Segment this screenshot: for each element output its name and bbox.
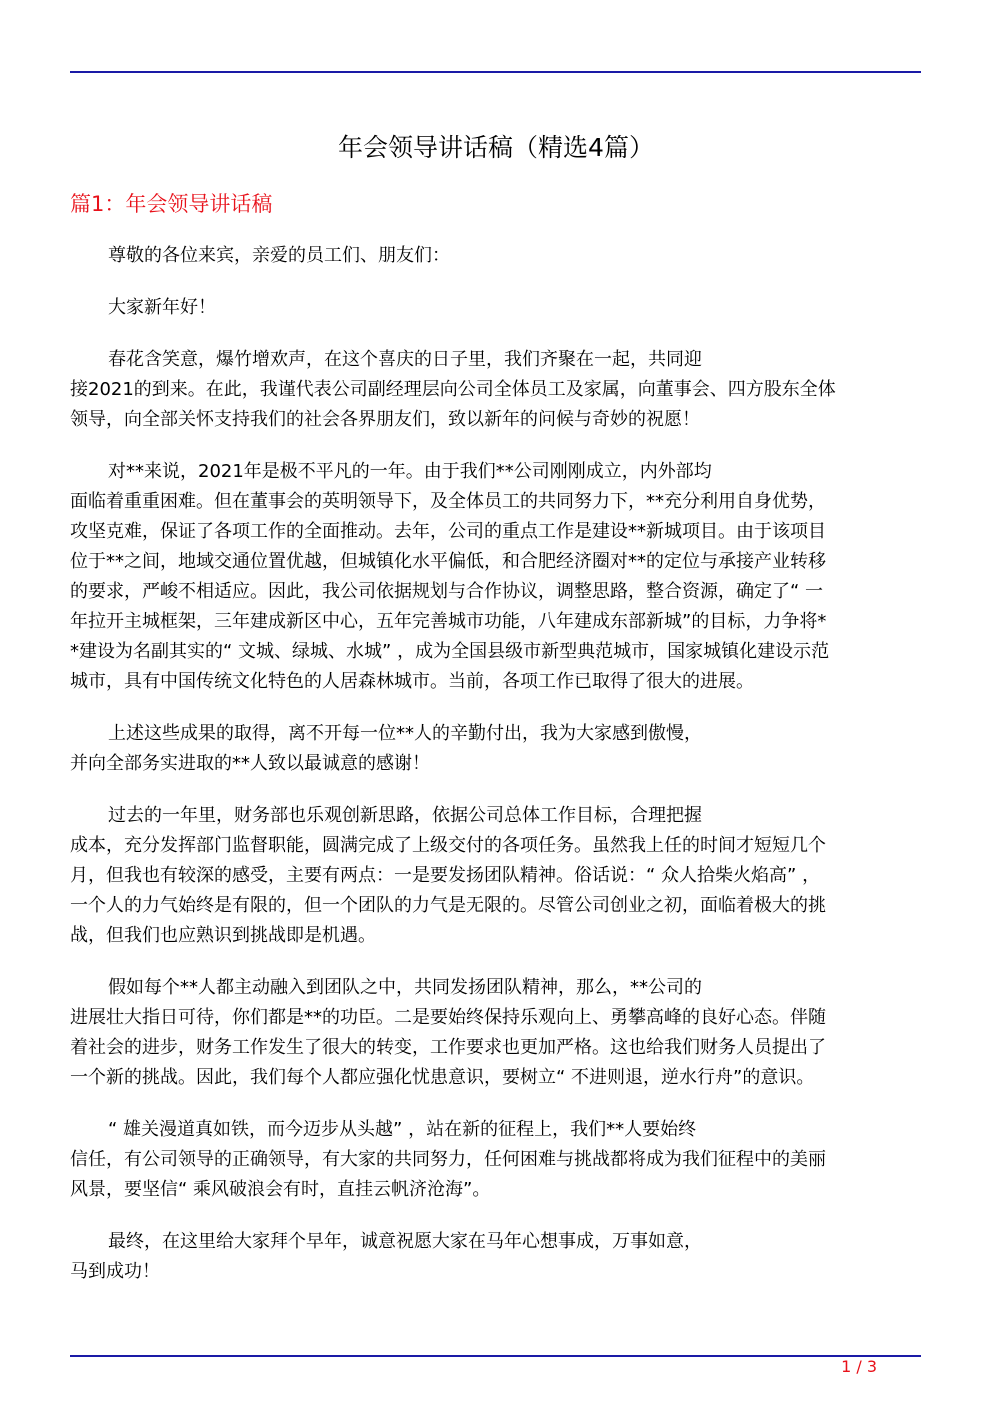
- paragraph-line: 的要求，严峻不相适应。因此，我公司依据规划与合作协议，调整思路，整合资源，确定了“ 一: [70, 581, 824, 602]
- paragraph-line: 攻坚克难，保证了各项工作的全面推动。去年，公司的重点工作是建设**新城项目。由于该项目: [70, 521, 826, 542]
- paragraph-line: 并向全部务实进取的**人致以最诚意的感谢！: [70, 753, 430, 774]
- paragraph-line: 接2021的到来。在此，我谨代表公司副经理层向公司全体员工及家属，向董事会、四方股东全体: [70, 379, 836, 400]
- paragraph-line: 面临着重重困难。但在董事会的英明领导下，及全体员工的共同努力下，**充分利用自身优势，: [70, 491, 826, 512]
- paragraph: [70, 1227, 930, 1287]
- paragraph: [70, 241, 930, 271]
- document-body: [70, 241, 930, 1309]
- paragraph-line: 最终，在这里给大家拜个早年，诚意祝愿大家在马年心想事成，万事如意，: [108, 1231, 702, 1252]
- document-title: 年会领导讲话稿（精选4篇）: [338, 133, 654, 162]
- paragraph-line: 风景，要坚信“ 乘风破浪会有时，直挂云帆济沧海”。: [70, 1179, 491, 1200]
- paragraph: [70, 345, 930, 435]
- paragraph-line: “ 雄关漫道真如铁，而今迈步从头越” ，站在新的征程上，我们**人要始终: [108, 1119, 697, 1140]
- paragraph: [70, 293, 930, 323]
- paragraph-line: 马到成功！: [70, 1261, 160, 1282]
- paragraph-line: 对**来说，2021年是极不平凡的一年。由于我们**公司刚刚成立，内外部均: [108, 461, 712, 482]
- page-number: 1 / 3: [841, 1357, 877, 1376]
- paragraph-line: 城市，具有中国传统文化特色的人居森林城市。当前，各项工作已取得了很大的进展。: [70, 671, 754, 692]
- paragraph-line: 一个新的挑战。因此，我们每个人都应强化忧患意识，要树立“ 不进则退，逆水行舟”的意识。: [70, 1067, 815, 1088]
- paragraph: [70, 1115, 930, 1205]
- paragraph-line: 假如每个**人都主动融入到团队之中，共同发扬团队精神，那么，**公司的: [108, 977, 702, 998]
- paragraph-line: 月，但我也有较深的感受，主要有两点：一是要发扬团队精神。俗话说：“ 众人拾柴火焰高” ，: [70, 865, 821, 886]
- paragraph-line: 进展壮大指日可待，你们都是**的功臣。二是要始终保持乐观向上、勇攀高峰的良好心态。伴随: [70, 1007, 826, 1028]
- paragraph: [70, 801, 930, 951]
- paragraph-line: 尊敬的各位来宾，亲爱的员工们、朋友们：: [108, 245, 450, 266]
- paragraph: [70, 457, 930, 697]
- paragraph-line: 大家新年好！: [108, 297, 216, 318]
- paragraph-line: 位于**之间，地域交通位置优越，但城镇化水平偏低，和合肥经济圈对**的定位与承接产业转移: [70, 551, 826, 572]
- paragraph-line: 年拉开主城框架，三年建成新区中心，五年完善城市功能，八年建成东部新城”的目标，力争将*: [70, 611, 827, 632]
- paragraph-line: *建设为名副其实的“ 文城、绿城、水城” ，成为全国县级市新型典范城市，国家城镇化建设示范: [70, 641, 830, 662]
- paragraph-line: 一个人的力气始终是有限的，但一个团队的力气是无限的。尽管公司创业之初，面临着极大的挑: [70, 895, 826, 916]
- section-heading: 篇1：年会领导讲话稿: [70, 192, 273, 216]
- header-rule: [70, 71, 921, 73]
- paragraph-line: 过去的一年里，财务部也乐观创新思路，依据公司总体工作目标，合理把握: [108, 805, 702, 826]
- paragraph-line: 领导，向全部关怀支持我们的社会各界朋友们，致以新年的问候与奇妙的祝愿！: [70, 409, 700, 430]
- paragraph: [70, 973, 930, 1093]
- footer-rule: [70, 1355, 921, 1357]
- paragraph-line: 成本，充分发挥部门监督职能，圆满完成了上级交付的各项任务。虽然我上任的时间才短短几个: [70, 835, 826, 856]
- paragraph-line: 着社会的进步，财务工作发生了很大的转变，工作要求也更加严格。这也给我们财务人员提出了: [70, 1037, 826, 1058]
- paragraph: [70, 719, 930, 779]
- paragraph-line: 战，但我们也应熟识到挑战即是机遇。: [70, 925, 376, 946]
- paragraph-line: 春花含笑意，爆竹增欢声，在这个喜庆的日子里，我们齐聚在一起，共同迎: [108, 349, 702, 370]
- paragraph-line: 信任，有公司领导的正确领导，有大家的共同努力，任何困难与挑战都将成为我们征程中的美丽: [70, 1149, 826, 1170]
- paragraph-line: 上述这些成果的取得，离不开每一位**人的辛勤付出，我为大家感到傲慢，: [108, 723, 702, 744]
